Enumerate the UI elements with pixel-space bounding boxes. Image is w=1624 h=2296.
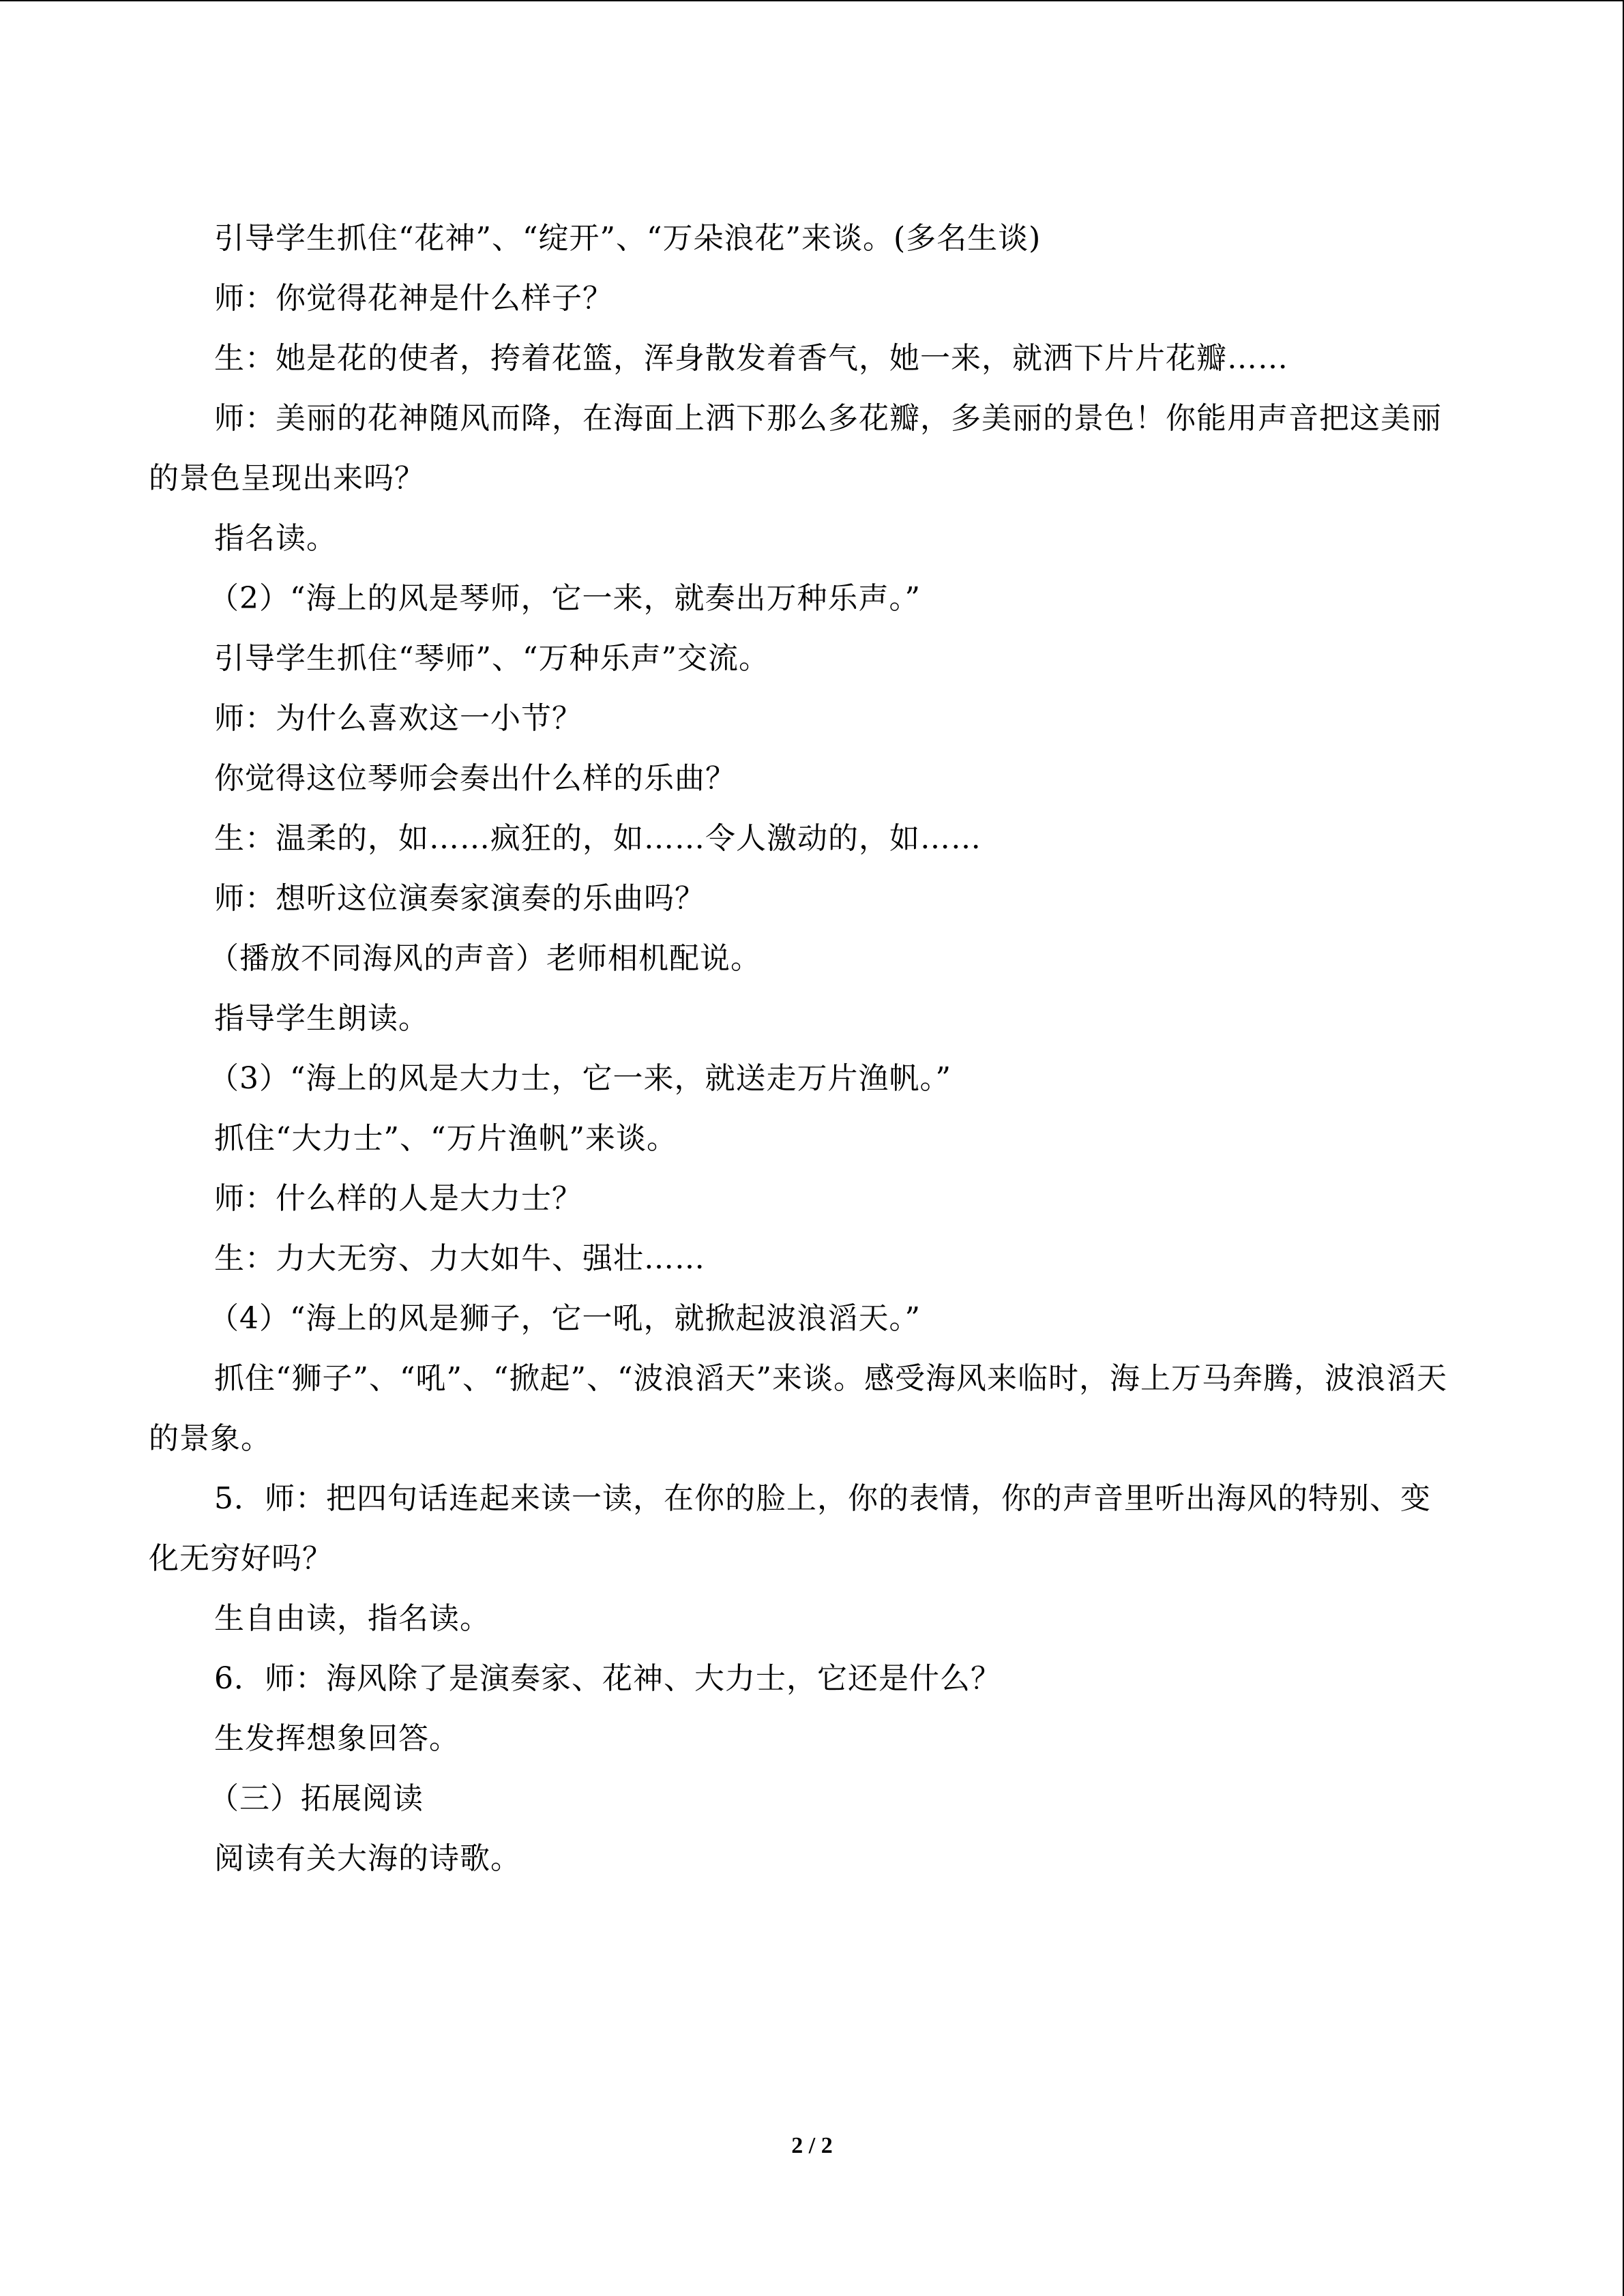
paragraph-11: 师：想听这位演奏家演奏的乐曲吗？	[214, 881, 705, 916]
paragraph-3: 生：她是花的使者，挎着花篮，浑身散发着香气，她一来，就洒下片片花瓣……	[214, 341, 1288, 376]
paragraph-19: 抓住“狮子”、“吼”、“掀起”、“波浪滔天”来谈。感受海风来临时，海上万马奔腾，波浪滔天的景象。	[149, 1361, 1447, 1456]
paragraph-7: 引导学生抓住“琴师”、“万种乐声”交流。	[214, 641, 769, 676]
paragraph-21: 生自由读，指名读。	[214, 1601, 490, 1636]
paragraph-2: 师：你觉得花神是什么样子？	[214, 281, 613, 316]
paragraph-8: 师：为什么喜欢这一小节？	[214, 701, 582, 736]
paragraph-14: （3）“海上的风是大力士，它一来，就送走万片渔帆。”	[209, 1061, 951, 1096]
paragraph-6: （2）“海上的风是琴师，它一来，就奏出万种乐声。”	[209, 581, 921, 616]
document-body	[149, 209, 1458, 1889]
paragraph-15: 抓住“大力士”、“万片渔帆”来谈。	[214, 1121, 677, 1156]
paragraph-24: （三）拓展阅读	[209, 1781, 424, 1816]
paragraph-9: 你觉得这位琴师会奏出什么样的乐曲？	[214, 761, 736, 796]
paragraph-4: 师：美丽的花神随风而降，在海面上洒下那么多花瓣，多美丽的景色！你能用声音把这美丽的景色呈现出来吗？	[149, 401, 1442, 496]
paragraph-25: 阅读有关大海的诗歌。	[214, 1841, 521, 1876]
paragraph-12: （播放不同海风的声音）老师相机配说。	[209, 941, 761, 976]
page-top-border	[0, 0, 1624, 1]
paragraph-20: 5．师：把四句话连起来读一读，在你的脸上，你的表情，你的声音里听出海风的特别、变化无穷好吗？	[149, 1481, 1431, 1576]
paragraph-23: 生发挥想象回答。	[214, 1721, 460, 1756]
paragraph-5: 指名读。	[214, 521, 337, 556]
paragraph-17: 生：力大无穷、力大如牛、强壮……	[214, 1241, 705, 1276]
paragraph-10: 生：温柔的，如……疯狂的，如……令人激动的，如……	[214, 821, 981, 856]
paragraph-22: 6．师：海风除了是演奏家、花神、大力士，它还是什么？	[214, 1661, 1001, 1696]
paragraph-18: （4）“海上的风是狮子，它一吼，就掀起波浪滔天。”	[209, 1301, 921, 1336]
paragraph-1: 引导学生抓住“花神”、“绽开”、“万朵浪花”来谈。(多名生谈)	[214, 221, 1042, 256]
paragraph-13: 指导学生朗读。	[214, 1001, 429, 1036]
page-number: 2 / 2	[791, 2133, 833, 2158]
paragraph-16: 师：什么样的人是大力士？	[214, 1181, 582, 1216]
